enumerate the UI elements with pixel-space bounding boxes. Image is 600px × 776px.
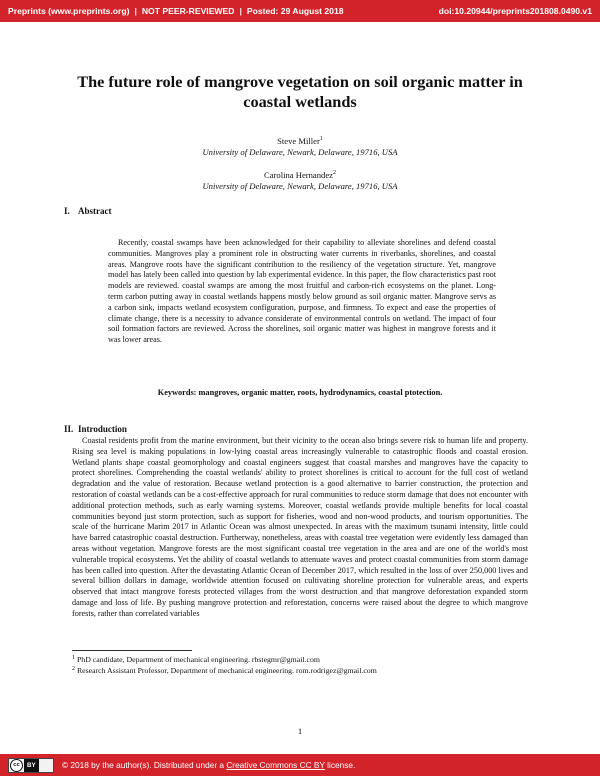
section-number: II. — [64, 424, 74, 434]
author-name: Steve Miller — [277, 136, 320, 146]
author-footnote-mark: 2 — [332, 170, 336, 176]
license-prefix: © 2018 by the author(s). Distributed under a — [62, 760, 227, 770]
header-peer-review: NOT PEER-REVIEWED — [141, 6, 235, 16]
license-link[interactable]: Creative Commons CC BY — [226, 760, 325, 770]
header-site-link[interactable]: Preprints (www.preprints.org) — [8, 6, 130, 16]
page-number: 1 — [297, 726, 303, 736]
footnote-1: $^1$ PhD candidate, Department of mechanical engineering. rbstegmr@gmail.com — [72, 655, 320, 664]
by-label: BY — [24, 759, 39, 772]
author-block-1 — [0, 136, 600, 158]
paper-title: The future role of mangrove vegetation on soil organic matter in coastal wetlands — [77, 72, 523, 111]
header-separator: | — [239, 6, 242, 16]
abstract-heading — [64, 206, 112, 216]
footnote-divider — [72, 650, 192, 651]
preprint-header-bar — [0, 0, 600, 22]
license-suffix: license. — [324, 760, 356, 770]
header-doi-link[interactable]: doi:10.20944/preprints201808.0490.v1 — [438, 6, 592, 16]
section-label: Abstract — [78, 206, 112, 216]
author-name: Carolina Hernandez — [264, 170, 333, 180]
footnotes — [72, 655, 377, 676]
author-affiliation: University of Delaware, Newark, Delaware, 19716, USA — [202, 181, 398, 191]
license-text — [62, 760, 355, 770]
author-footnote-mark: 1 — [319, 136, 323, 142]
cc-icon: cc — [10, 759, 23, 772]
author-affiliation: University of Delaware, Newark, Delaware, 19716, USA — [202, 147, 398, 157]
author-block-2 — [0, 170, 600, 192]
introduction-text: Coastal residents profit from the marine environment, but their vicinity to the ocean also brings severe risk to human life and property. Rising sea level is making populations in low-lying coastal areas increasingly vulnerable to catastrophic floods and coastal erosion. Wetland plants shape coastal geomorphology and coastal engineers suggest that coastal marshes and mangroves have the capacity to protect shorelines. Comprehending the coastal wetlands' ability to protect shorelines is critical to account for the full cost of wetland degradation and the value of restoration. Because wetland protection is a good alternative to barrier construction, the protection and restoration of coastal wetlands can be a cost-effective approach for rural communities to reduce storm damage that does not encounter with additional protection methods, such as early warning systems. Moreover, coastal wetlands provide multiple benefits for local coastal communities beyond just storm protection, such as support for fisheries, wood and non-wood products, and tourism opportunities. The scale of the hurricane Marim 2017 in Atlantic Ocean was almost unexpected. In areas with the maximum tsunami intensity, little could have barred catastrophic coastal destruction. Furtherway, nonetheless, areas with coastal tree vegetation were evidently less damaged than areas without vegetation. Mangrove forests are the most significant coastal tree vegetation in the area and are one of the world's most vulnerable tropical ecosystems. Yet the ability of coastal wetlands to attenuate waves and protect coastal communities from storm damage has been called into question. After the devastating Atlantic Ocean of December 2017, which resulted in the loss of over 250,000 lives and several billion dollars in damage, worldwide attention focused on cultivating shoreline protection for vulnerable areas, and experts observed that intact mangrove forests protected villages from the worst destruction and that mangrove deforestation expanded storm damage and loss of life. By pushing mangrove protection and reforestation, concerns were raised about the degree to which mangrove forests, rather than correlated variables — [72, 436, 528, 618]
header-separator: | — [134, 6, 137, 16]
license-footer-bar — [0, 754, 600, 776]
section-label: Introduction — [78, 424, 127, 434]
abstract-text: Recently, coastal swamps have been acknowledged for their capability to alleviate shorelines and defend coastal communities. Mangroves play a prominent role in obstructing water currents in riverbanks, shorelines, and coastal areas. Mangrove roots have the significant contribution to the resiliency of the vegetation structure. Yet, mangrove model has lately been called into question by lab experimental evidence. In this paper, the flow characteristics past root models are reviewed. coastal swamps are among the most fruitful and carbon-rich ecosystems on the planet. Long-term carbon putting away in coastal wetlands happens mostly below ground as soil organic matter. Mangrove servs as a carbon sink, impacts wetland ecosystem configuration, purpose, and firmness. To expect and ease the properties of climate change, there is a necessity to advance considerate of environmental controls on wetland. The impact of four soil formation factors are reviewed. Across the shorelines, soil organic matter was highest in mangrove forests and it was lower areas. — [108, 238, 496, 345]
footnote-2: $^2$ Research Assistant Professor, Department of mechanical engineering. rom.rodrigez@gmail.com — [72, 665, 377, 675]
cc-by-badge[interactable] — [8, 758, 54, 773]
introduction-heading — [64, 424, 127, 434]
header-left — [8, 6, 344, 16]
keywords-line: Keywords: mangroves, organic matter, roots, hydrodynamics, coastal ptotection. — [157, 388, 443, 397]
section-number: I. — [64, 206, 70, 216]
header-posted-date: Posted: 29 August 2018 — [246, 6, 344, 16]
